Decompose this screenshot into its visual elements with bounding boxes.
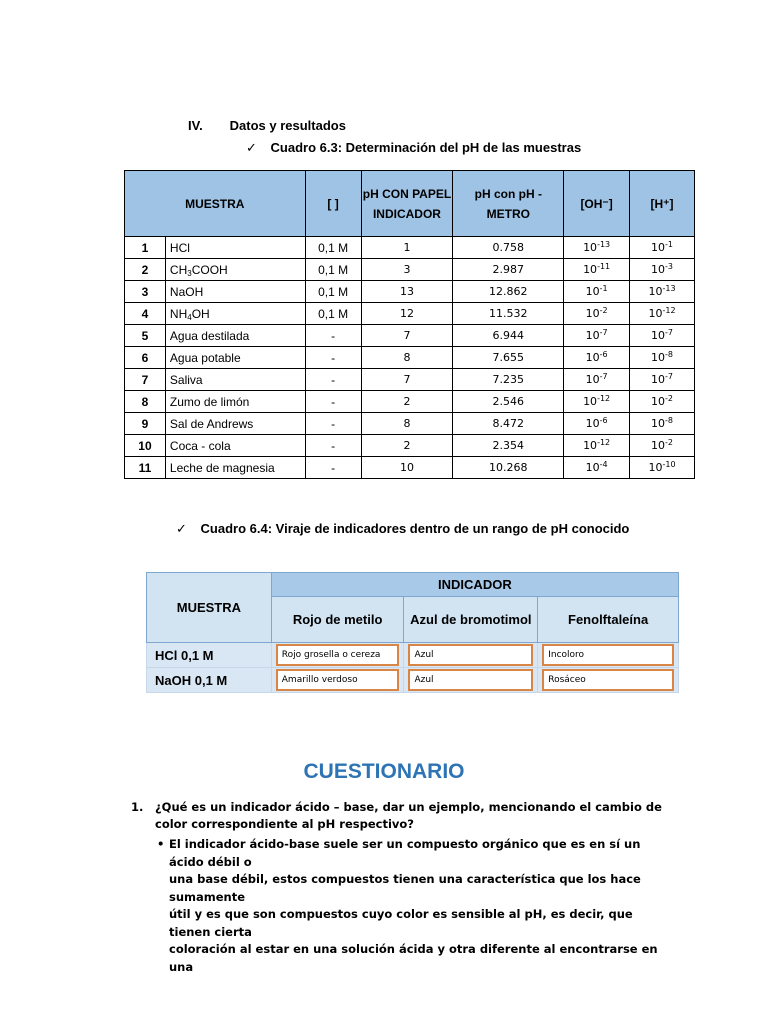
- sample-name: Zumo de limón: [165, 391, 305, 413]
- question-text: ¿Qué es un indicador ácido – base, dar un ejemplo, mencionando el cambio de color correspondiente al pH respectivo?: [155, 800, 662, 831]
- concentration: -: [305, 347, 361, 369]
- ph-meter: 12.862: [453, 281, 564, 303]
- concentration: -: [305, 435, 361, 457]
- ph-meter: 0.758: [453, 237, 564, 259]
- cell-value: Rosáceo: [542, 669, 674, 691]
- h-concentration: $10^{-7}$: [630, 325, 695, 347]
- concentration: 0,1 M: [305, 237, 361, 259]
- ph-paper: 8: [361, 413, 453, 435]
- answer-line: coloración al estar en una solución ácida y otra diferente al encontrarse en una: [169, 942, 658, 974]
- sample-name: Agua potable: [165, 347, 305, 369]
- header-muestra: MUESTRA: [147, 573, 272, 643]
- ph-meter: 7.235: [453, 369, 564, 391]
- row-label: NaOH 0,1 M: [147, 668, 272, 693]
- table-row: [125, 369, 695, 391]
- row-number: 10: [125, 435, 166, 457]
- table-row: [125, 435, 695, 457]
- row-number: 1: [125, 237, 166, 259]
- ph-paper: 2: [361, 391, 453, 413]
- cell-value: Rojo grosella o cereza: [276, 644, 400, 666]
- question-1: [131, 799, 691, 833]
- ph-paper: 12: [361, 303, 453, 325]
- h-concentration: $10^{-7}$: [630, 369, 695, 391]
- ph-paper: 7: [361, 369, 453, 391]
- sample-name: Agua destilada: [165, 325, 305, 347]
- table-row: [125, 347, 695, 369]
- h-concentration: $10^{-3}$: [630, 259, 695, 281]
- oh-concentration: $10^{-1}$: [564, 281, 630, 303]
- h-concentration: $10^{-12}$: [630, 303, 695, 325]
- row-number: 7: [125, 369, 166, 391]
- table-row: [125, 303, 695, 325]
- oh-concentration: $10^{-2}$: [564, 303, 630, 325]
- table-row: [125, 325, 695, 347]
- header-rojo-de-metilo: Rojo de metilo: [271, 597, 404, 643]
- oh-concentration: $10^{-6}$: [564, 413, 630, 435]
- sample-name: Sal de Andrews: [165, 413, 305, 435]
- questionnaire-title: CUESTIONARIO: [303, 760, 465, 783]
- concentration: -: [305, 391, 361, 413]
- cell-value: Incoloro: [542, 644, 674, 666]
- sample-name: Coca - cola: [165, 435, 305, 457]
- answer-line: útil y es que son compuestos cuyo color es sensible al pH, es decir, que tienen cierta: [169, 907, 633, 939]
- ph-samples-table: [124, 170, 695, 479]
- header-indicador: INDICADOR: [271, 573, 678, 597]
- header-fenolftaleina: Fenolftaleína: [538, 597, 679, 643]
- header-ph-meter: pH con pH - METRO: [453, 171, 564, 237]
- table-6-3-caption: ✓ Cuadro 6.3: Determinación del pH de las muestras: [246, 140, 582, 155]
- oh-concentration: $10^{-13}$: [564, 237, 630, 259]
- header-h: [H⁺]: [630, 171, 695, 237]
- ph-meter: 10.268: [453, 457, 564, 479]
- bullet-icon: •: [157, 837, 165, 851]
- checkmark-icon: ✓: [176, 521, 187, 536]
- concentration: 0,1 M: [305, 281, 361, 303]
- section-heading: [188, 118, 346, 133]
- sample-name: NaOH: [165, 281, 305, 303]
- ph-paper: 7: [361, 325, 453, 347]
- answer-line: El indicador ácido-base suele ser un compuesto orgánico que es en sí un ácido débil o: [169, 837, 641, 869]
- cell-value: Azul: [408, 669, 533, 691]
- ph-meter: 7.655: [453, 347, 564, 369]
- row-number: 9: [125, 413, 166, 435]
- ph-paper: 8: [361, 347, 453, 369]
- row-number: 5: [125, 325, 166, 347]
- ph-meter: 2.546: [453, 391, 564, 413]
- cell-value: Azul: [408, 644, 533, 666]
- cell-value: Amarillo verdoso: [276, 669, 400, 691]
- oh-concentration: $10^{-12}$: [564, 435, 630, 457]
- header-concentration: [ ]: [305, 171, 361, 237]
- ph-meter: 2.354: [453, 435, 564, 457]
- ph-meter: 11.532: [453, 303, 564, 325]
- concentration: -: [305, 457, 361, 479]
- sample-name: Leche de magnesia: [165, 457, 305, 479]
- sample-name: HCl: [165, 237, 305, 259]
- section-number: IV.: [188, 118, 203, 133]
- ph-paper: 1: [361, 237, 453, 259]
- ph-paper: 10: [361, 457, 453, 479]
- h-concentration: $10^{-10}$: [630, 457, 695, 479]
- ph-paper: 2: [361, 435, 453, 457]
- sample-name: $CH_3COOH$: [165, 259, 305, 281]
- oh-concentration: $10^{-11}$: [564, 259, 630, 281]
- concentration: -: [305, 325, 361, 347]
- concentration: 0,1 M: [305, 259, 361, 281]
- oh-concentration: $10^{-7}$: [564, 369, 630, 391]
- row-number: 11: [125, 457, 166, 479]
- header-ph-paper: pH CON PAPEL INDICADOR: [361, 171, 453, 237]
- ph-meter: 8.472: [453, 413, 564, 435]
- indicator-table: [146, 572, 679, 693]
- row-number: 3: [125, 281, 166, 303]
- table-row: [125, 281, 695, 303]
- ph-paper: 3: [361, 259, 453, 281]
- concentration: -: [305, 413, 361, 435]
- oh-concentration: $10^{-7}$: [564, 325, 630, 347]
- checkmark-icon: ✓: [246, 140, 257, 155]
- oh-concentration: $10^{-12}$: [564, 391, 630, 413]
- header-muestra: MUESTRA: [125, 171, 306, 237]
- row-number: 8: [125, 391, 166, 413]
- h-concentration: $10^{-1}$: [630, 237, 695, 259]
- table-row: [125, 457, 695, 479]
- table-row: [125, 237, 695, 259]
- ph-meter: 6.944: [453, 325, 564, 347]
- oh-concentration: $10^{-6}$: [564, 347, 630, 369]
- h-concentration: $10^{-2}$: [630, 391, 695, 413]
- row-number: 2: [125, 259, 166, 281]
- oh-concentration: $10^{-4}$: [564, 457, 630, 479]
- concentration: 0,1 M: [305, 303, 361, 325]
- row-number: 4: [125, 303, 166, 325]
- h-concentration: $10^{-8}$: [630, 413, 695, 435]
- answer-1: [157, 836, 677, 976]
- sample-name: $NH_4OH$: [165, 303, 305, 325]
- ph-meter: 2.987: [453, 259, 564, 281]
- header-azul-de-bromotimol: Azul de bromotimol: [404, 597, 538, 643]
- header-oh: [OH⁻]: [564, 171, 630, 237]
- row-label: HCl 0,1 M: [147, 643, 272, 668]
- section-title: Datos y resultados: [229, 118, 346, 133]
- h-concentration: $10^{-13}$: [630, 281, 695, 303]
- table-row: [125, 391, 695, 413]
- h-concentration: $10^{-8}$: [630, 347, 695, 369]
- row-number: 6: [125, 347, 166, 369]
- question-number: 1.: [131, 800, 144, 814]
- h-concentration: $10^{-2}$: [630, 435, 695, 457]
- table-row: [125, 413, 695, 435]
- concentration: -: [305, 369, 361, 391]
- answer-line: una base débil, estos compuestos tienen una característica que los hace sumamente: [169, 872, 641, 904]
- ph-paper: 13: [361, 281, 453, 303]
- table-6-4-caption: ✓ Cuadro 6.4: Viraje de indicadores dentro de un rango de pH conocido: [176, 521, 630, 536]
- table-row: [125, 259, 695, 281]
- sample-name: Saliva: [165, 369, 305, 391]
